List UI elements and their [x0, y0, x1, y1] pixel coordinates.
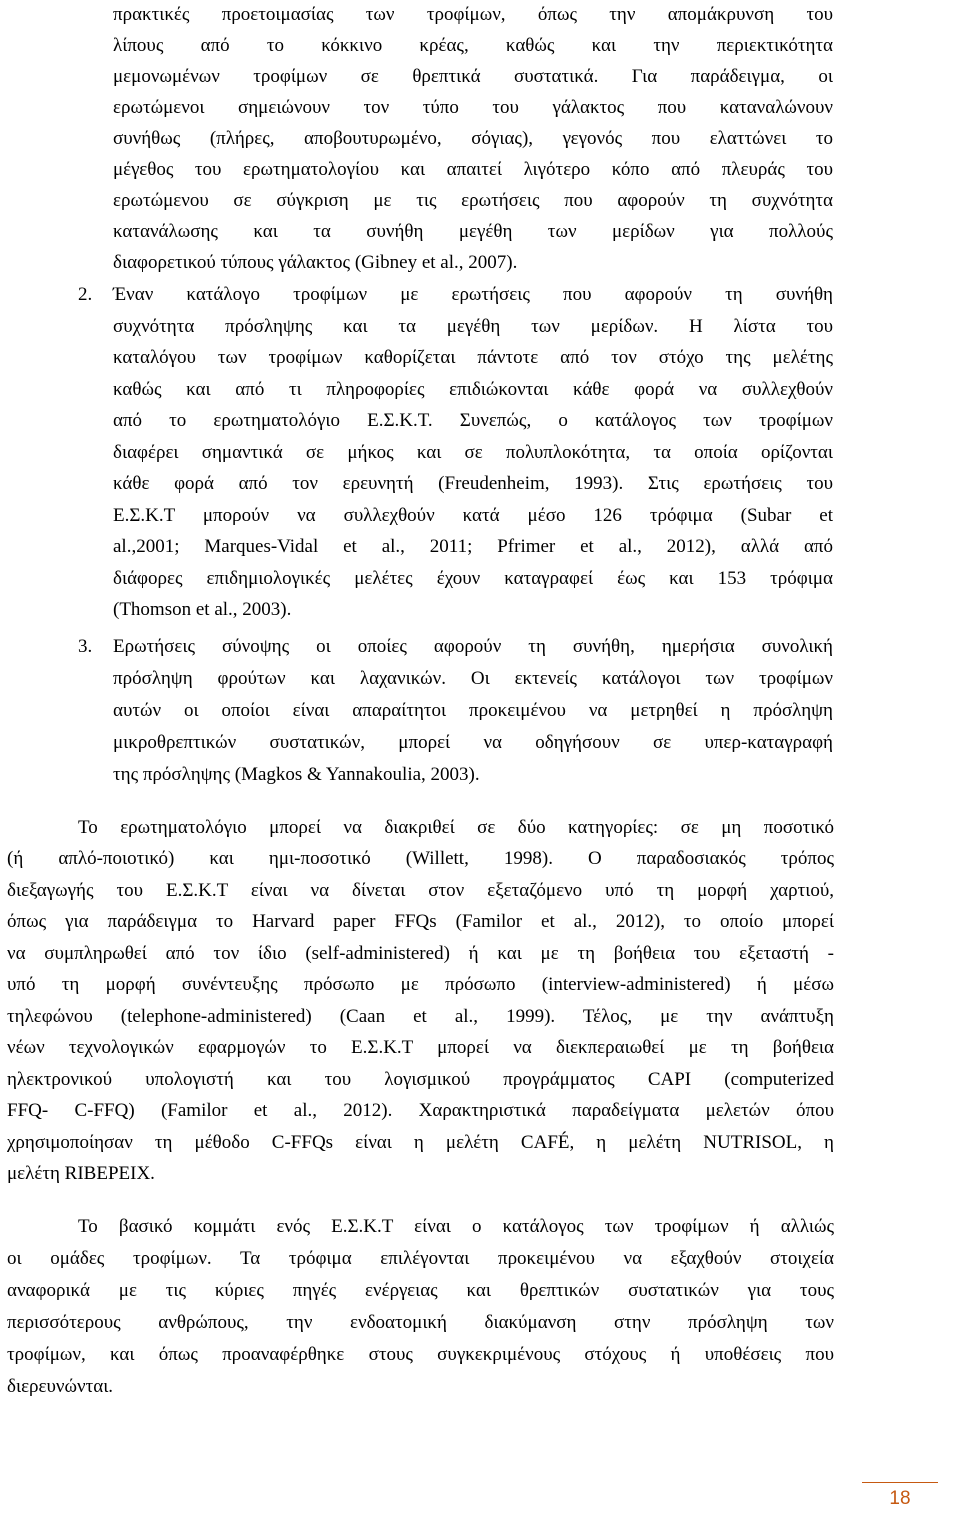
text-line: αναφορικά με τις κύριες πηγές ενέργειας και θρεπτικών συστατικών για τους — [7, 1280, 834, 1301]
text-line: υπό τη μορφή συνέντευξης πρόσωπο με πρόσωπο (interview-administered) ή μέσω — [7, 974, 834, 995]
text-line: ερωτώμενοι σημειώνουν τον τύπο του γάλακτος που καταναλώνουν — [113, 97, 833, 118]
text-line: al.,2001; Marques-Vidal et al., 2011; Pfrimer et al., 2012), αλλά από — [113, 536, 833, 557]
text-line: μελέτη RIBEPEIX. — [7, 1163, 155, 1184]
text-line: να συμπληρωθεί από τον ίδιο (self-administered) ή και με τη βοήθεια του εξεταστή - — [7, 943, 834, 964]
text-line: νέων τεχνολογικών εφαρμογών το Ε.Σ.Κ.Τ μπορεί να διεκπεραιωθεί με τη βοήθεια — [7, 1037, 834, 1058]
text-line: μικροθρεπτικών συστατικών, μπορεί να οδηγήσουν σε υπερ-καταγραφή — [113, 732, 833, 753]
text-line: τηλεφώνου (telephone-administered) (Caan et al., 1999). Τέλος, με την ανάπτυξη — [7, 1006, 834, 1027]
text-line: FFQ- C-FFQ) (Familor et al., 2012). Χαρακτηριστικά παραδείγματα μελετών όπου — [7, 1100, 834, 1121]
text-line: διερευνώνται. — [7, 1376, 114, 1397]
text-line: διαφορετικού τύπους γάλακτος (Gibney et al., 2007). — [113, 252, 518, 273]
text-line: ηλεκτρονικού υπολογιστή και του λογισμικού προγράμματος CAPI (computerized — [7, 1069, 834, 1090]
text-line: όπως για παράδειγμα το Harvard paper FFQs (Familor et al., 2012), το οποίο μπορεί — [7, 911, 834, 932]
text-line: της πρόσληψης (Magkos & Yannakoulia, 2003). — [113, 764, 480, 785]
text-line: μεμονωμένων τροφίμων σε θρεπτικά συστατικά. Για παράδειγμα, οι — [113, 66, 833, 87]
text-line: πρακτικές προετοιμασίας των τροφίμων, όπως την απομάκρυνση του — [113, 4, 833, 25]
text-line: κατανάλωσης και τα συνήθη μεγέθη των μερίδων για πολλούς — [113, 221, 833, 242]
text-line: τροφίμων, και όπως προαναφέρθηκε στους συγκεκριμένους στόχους ή υποθέσεις που — [7, 1344, 834, 1365]
text-line: Το βασικό κομμάτι ενός Ε.Σ.Κ.Τ είναι ο κατάλογος των τροφίμων ή αλλιώς — [78, 1216, 834, 1237]
text-line: πρόσληψη φρούτων και λαχανικών. Οι εκτενείς κατάλογοι των τροφίμων — [113, 668, 833, 689]
text-line: (Thomson et al., 2003). — [113, 599, 292, 620]
text-line: Ε.Σ.Κ.Τ μπορούν να συλλεχθούν κατά μέσο 126 τρόφιμα (Subar et — [113, 505, 833, 526]
text-line: μέγεθος του ερωτηματολογίου και απαιτεί λιγότερο κόπο από πλευράς του — [113, 159, 833, 180]
text-line: περισσότερους ανθρώπους, την ενδοατομική διακύμανση στην πρόσληψη των — [7, 1312, 834, 1333]
text-line: Ερωτήσεις σύνοψης οι οποίες αφορούν τη συνήθη, ημερήσια συνολική — [113, 636, 833, 657]
list-number: 2. — [78, 284, 93, 305]
text-line: συνήθως (πλήρες, αποβουτυρωμένο, σόγιας), γεγονός που ελαττώνει το — [113, 128, 833, 149]
text-line: καταλόγου των τροφίμων καθορίζεται πάντοτε από τον στόχο της μελέτης — [113, 347, 833, 368]
text-line: κάθε φορά από τον ερευνητή (Freudenheim, 1993). Στις ερωτήσεις του — [113, 473, 833, 494]
text-line: αυτών οι οποίοι είναι απαραίτητοι προκειμένου να μετρηθεί η πρόσληψη — [113, 700, 833, 721]
text-line: διαφέρει σημαντικά σε μήκος και σε πολυπλοκότητα, τα οποία ορίζονται — [113, 442, 833, 463]
text-line: Το ερωτηματολόγιο μπορεί να διακριθεί σε δύο κατηγορίες: σε μη ποσοτικό — [78, 817, 834, 838]
text-line: χρησιμοποίησαν τη μέθοδο C-FFQs είναι η μελέτη CAFÉ, η μελέτη NUTRISOL, η — [7, 1132, 834, 1153]
text-line: καθώς και από τι πληροφορίες επιδιώκονται κάθε φορά να συλλεχθούν — [113, 379, 833, 400]
text-line: οι ομάδες τροφίμων. Τα τρόφιμα επιλέγονται προκειμένου να εξαχθούν στοιχεία — [7, 1248, 834, 1269]
text-line: διάφορες επιδημιολογικές μελέτες έχουν καταγραφεί έως και 153 τρόφιμα — [113, 568, 833, 589]
text-line: Έναν κατάλογο τροφίμων με ερωτήσεις που αφορούν τη συνήθη — [113, 284, 833, 305]
list-number: 3. — [78, 636, 93, 657]
text-line: συχνότητα πρόσληψης και τα μεγέθη των μερίδων. Η λίστα του — [113, 316, 833, 337]
footer-divider — [862, 1482, 938, 1483]
text-line: διεξαγωγής του Ε.Σ.Κ.Τ είναι να δίνεται στον εξεταζόμενο υπό τη μορφή χαρτιού, — [7, 880, 834, 901]
text-line: (ή απλό-ποιοτικό) και ημι-ποσοτικό (Willett, 1998). Ο παραδοσιακός τρόπος — [7, 848, 834, 869]
text-line: λίπους από το κόκκινο κρέας, καθώς και την περιεκτικότητα — [113, 35, 833, 56]
page-number: 18 — [889, 1488, 911, 1509]
text-line: από το ερωτηματολόγιο Ε.Σ.Κ.Τ. Συνεπώς, ο κατάλογος των τροφίμων — [113, 410, 833, 431]
text-line: ερωτώμενου σε σύγκριση με τις ερωτήσεις που αφορούν τη συχνότητα — [113, 190, 833, 211]
